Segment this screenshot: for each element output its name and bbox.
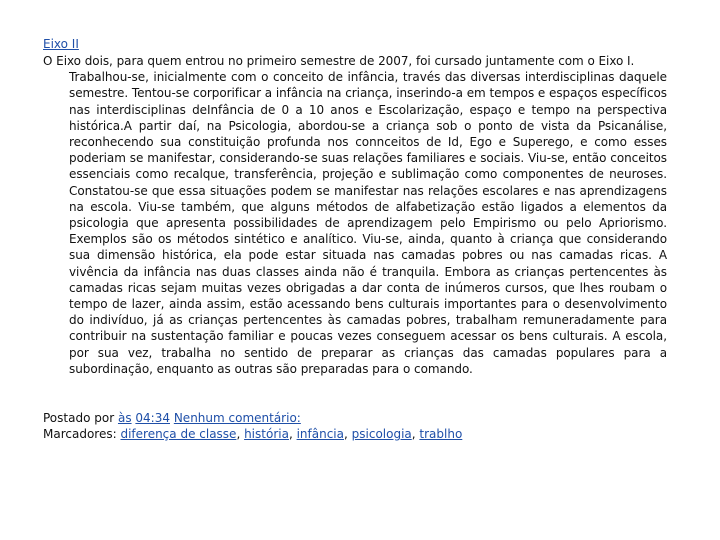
post-intro-paragraph: O Eixo dois, para quem entrou no primeiro semestre de 2007, foi cursado juntamente com o Eixo I. xyxy=(43,54,635,68)
label-separator: , xyxy=(236,427,245,442)
label-link-psicologia[interactable]: psicologia xyxy=(351,427,412,442)
posted-at-prefix[interactable]: às xyxy=(117,411,132,425)
post-title-link[interactable]: Eixo II xyxy=(43,37,79,51)
label-link-historia[interactable]: história xyxy=(244,427,289,442)
posted-by-label: Postado por xyxy=(43,411,115,425)
label-link-diferenca-de-classe[interactable]: diferença de classe xyxy=(120,427,237,442)
post-footer xyxy=(43,410,683,442)
post-body xyxy=(43,53,667,377)
post-main-paragraph: Trabalhou-se, inicialmente com o conceito de infância, través das diversas interdisciplinas daquele semestre. Tentou-se corporificar a infância na criança, inserindo-a em tempos e espaços específicos nas interdisciplinas deInfância de 0 a 10 anos e Escolarização, espaço e tempo na perspectiva histórica.A partir daí, na Psicologia, abordou-se a criança sob o ponto de vista da Psicanálise, reconhecendo sua constituição profunda nos connceitos de Id, Ego e Superego, e como esses poderiam se manifestar, considerando-se suas relações familiares e sociais. Viu-se, então conceitos essenciais como recalque, transferência, projeção e sublimação como componentes de neuroses. Constatou-se que essa situações podem se manifestar nas relações escolares e nas aprendizagens na escola. Viu-se também, que alguns métodos de alfabetização estão ligados a elementos da psicologia que apresenta possibilidades de aprendizagem pelo Empirismo ou pelo Apriorismo. Exemplos são os métodos sintético e analítico. Viu-se, ainda, quanto à criança que considerando sua dimensão histórica, ela pode estar situada nas camadas pobres ou nas camadas ricas. A vivência da infância nas duas classes ainda não é tranquila. Embora as crianças pertencentes às camadas ricas sejam muitas vezes obrigadas a dar conta de inúmeros cursos, que lhes roubam o tempo de lazer, ainda assim, estão acessando bens culturais importantes para o desenvolvimento do indivíduo, já as crianças pertencentes às camadas pobres, trabalham remuneradamente para contribuir na sustentação familiar e poucas vezes conseguem acessar os bens culturais. A escola, por sua vez, trabalha no sentido de preparar as crianças das camadas populares para a subordinação, enquanto as outras são preparadas para o comando. xyxy=(69,70,667,376)
post-meta-line xyxy=(43,410,683,426)
labels-label: Marcadores: xyxy=(43,427,117,442)
label-link-trablho[interactable]: trablho xyxy=(419,427,463,442)
post-labels-line xyxy=(43,426,683,442)
label-link-infancia[interactable]: infância xyxy=(296,427,344,442)
label-separator: , xyxy=(344,427,352,442)
comments-link[interactable]: Nenhum comentário: xyxy=(173,411,301,425)
label-separator: , xyxy=(288,427,297,442)
label-separator: , xyxy=(411,427,420,442)
post-time-link[interactable]: 04:34 xyxy=(135,411,170,425)
